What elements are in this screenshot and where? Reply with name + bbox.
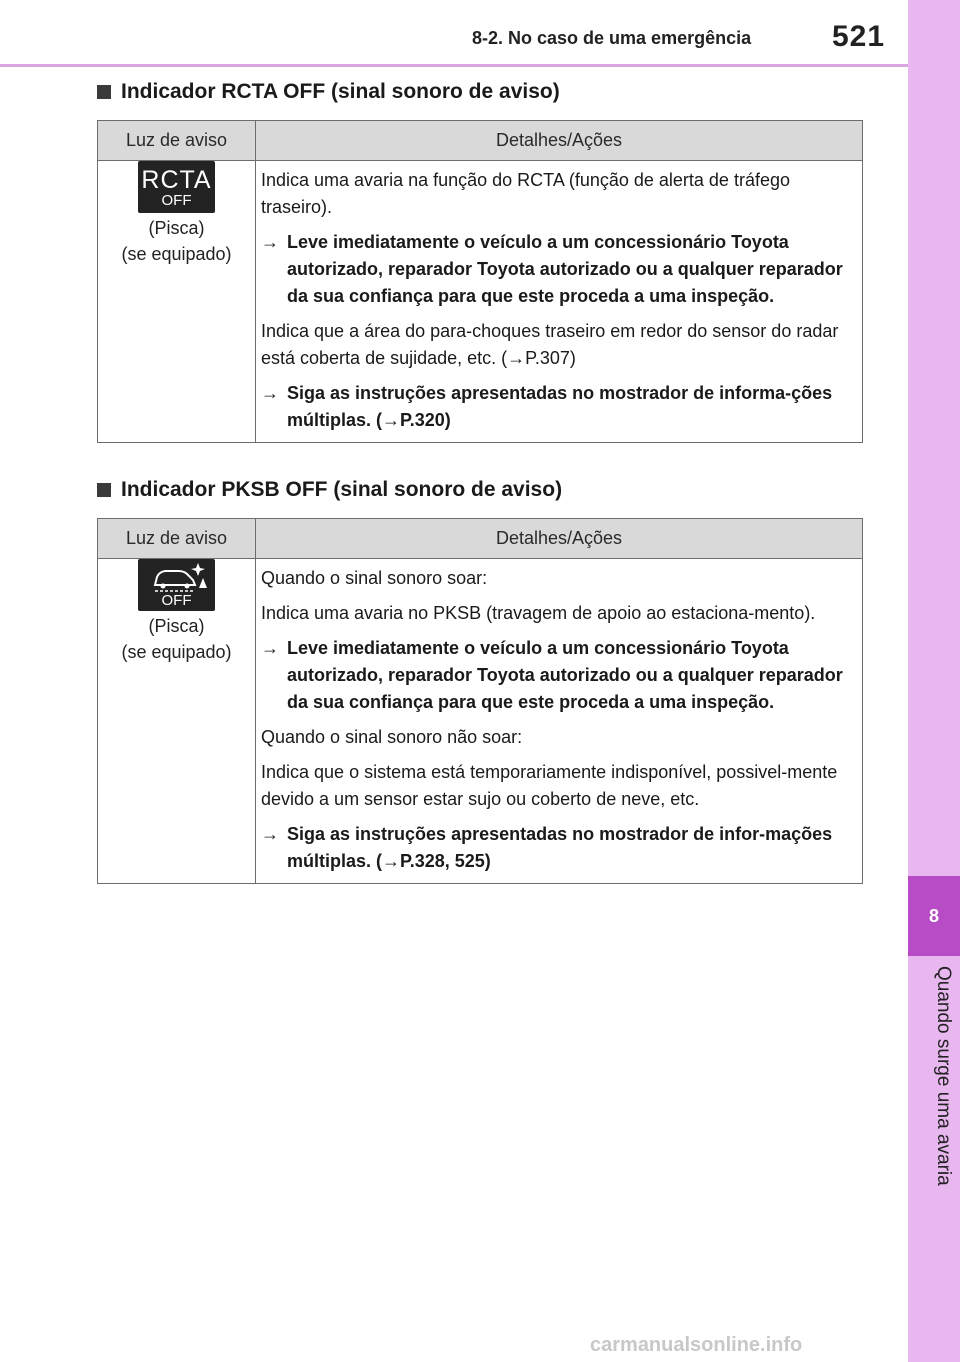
light-note: (se equipado) <box>121 642 232 662</box>
parking-car-icon <box>145 561 209 593</box>
running-header: 8-2. No caso de uma emergência <box>472 28 752 48</box>
icon-top-text: RCTA <box>141 165 212 194</box>
chapter-number: 8 <box>928 905 939 926</box>
action-text: Siga as instruções apresentadas no mostrador de informa-ções múltiplas. (→P.320) <box>287 383 833 430</box>
arrow-icon: → <box>261 232 279 252</box>
icon-off-text: OFF <box>161 592 192 609</box>
arrow-icon: → <box>261 383 279 403</box>
square-bullet-icon <box>97 85 111 99</box>
column-header-details: Detalhes/Ações <box>256 121 863 161</box>
detail-paragraph: Quando o sinal sonoro soar: <box>261 568 488 588</box>
page-number: 521 <box>832 20 886 53</box>
action-text: Leve imediatamente o veículo a um concessionário Toyota autorizado, reparador Toyota autorizado ou a qualquer reparador da sua confiança para que este proceda a uma inspeção. <box>287 638 843 712</box>
section-heading-rcta <box>97 80 560 104</box>
square-bullet-icon <box>97 483 111 497</box>
table-row <box>98 559 863 884</box>
details-cell <box>256 161 863 443</box>
rcta-off-icon <box>138 161 215 213</box>
section-title: Indicador PKSB OFF (sinal sonoro de aviso) <box>121 478 563 501</box>
arrow-icon: → <box>261 638 279 658</box>
details-cell <box>256 559 863 884</box>
column-header-details: Detalhes/Ações <box>256 519 863 559</box>
chapter-title: Quando surge uma avaria <box>933 966 954 1186</box>
detail-paragraph: Indica que o sistema está temporariamente indisponível, possivel-mente devido a um sensor estar sujo ou coberto de neve, etc. <box>261 762 838 809</box>
table-header-row <box>98 121 863 161</box>
detail-paragraph: Indica uma avaria no PKSB (travagem de apoio ao estaciona-mento). <box>261 603 816 623</box>
watermark: carmanualsonline.info <box>590 1334 803 1356</box>
detail-paragraph: Indica que a área do para-choques traseiro em redor do sensor do radar está coberta de sujidade, etc. (→P.307) <box>261 321 839 368</box>
action-item <box>261 380 862 434</box>
warning-light-cell <box>98 161 256 443</box>
section-heading-pksb <box>97 478 562 502</box>
column-header-light: Luz de aviso <box>98 121 256 161</box>
detail-paragraph: Indica uma avaria na função do RCTA (função de alerta de tráfego traseiro). <box>261 170 790 217</box>
light-status: (Pisca) <box>148 616 205 636</box>
detail-paragraph: Quando o sinal sonoro não soar: <box>261 727 523 747</box>
pksb-off-icon <box>138 559 215 611</box>
section-title: Indicador RCTA OFF (sinal sonoro de aviso) <box>121 80 560 103</box>
action-item <box>261 821 862 875</box>
light-status: (Pisca) <box>148 218 205 238</box>
action-item <box>261 229 862 310</box>
rcta-warning-table <box>97 120 863 443</box>
action-text: Siga as instruções apresentadas no mostrador de infor-mações múltiplas. (→P.328, 525) <box>287 824 833 871</box>
action-item <box>261 635 862 716</box>
icon-off-text: OFF <box>161 191 192 209</box>
table-row <box>98 161 863 443</box>
arrow-icon: → <box>261 824 279 844</box>
chapter-number-badge <box>908 876 960 956</box>
light-note: (se equipado) <box>121 244 232 264</box>
warning-light-cell <box>98 559 256 884</box>
pksb-warning-table <box>97 518 863 884</box>
action-text: Leve imediatamente o veículo a um concessionário Toyota autorizado, reparador Toyota autorizado ou a qualquer reparador da sua confiança para que este proceda a uma inspeção. <box>287 232 843 306</box>
header-divider <box>0 64 908 67</box>
column-header-light: Luz de aviso <box>98 519 256 559</box>
table-header-row <box>98 519 863 559</box>
